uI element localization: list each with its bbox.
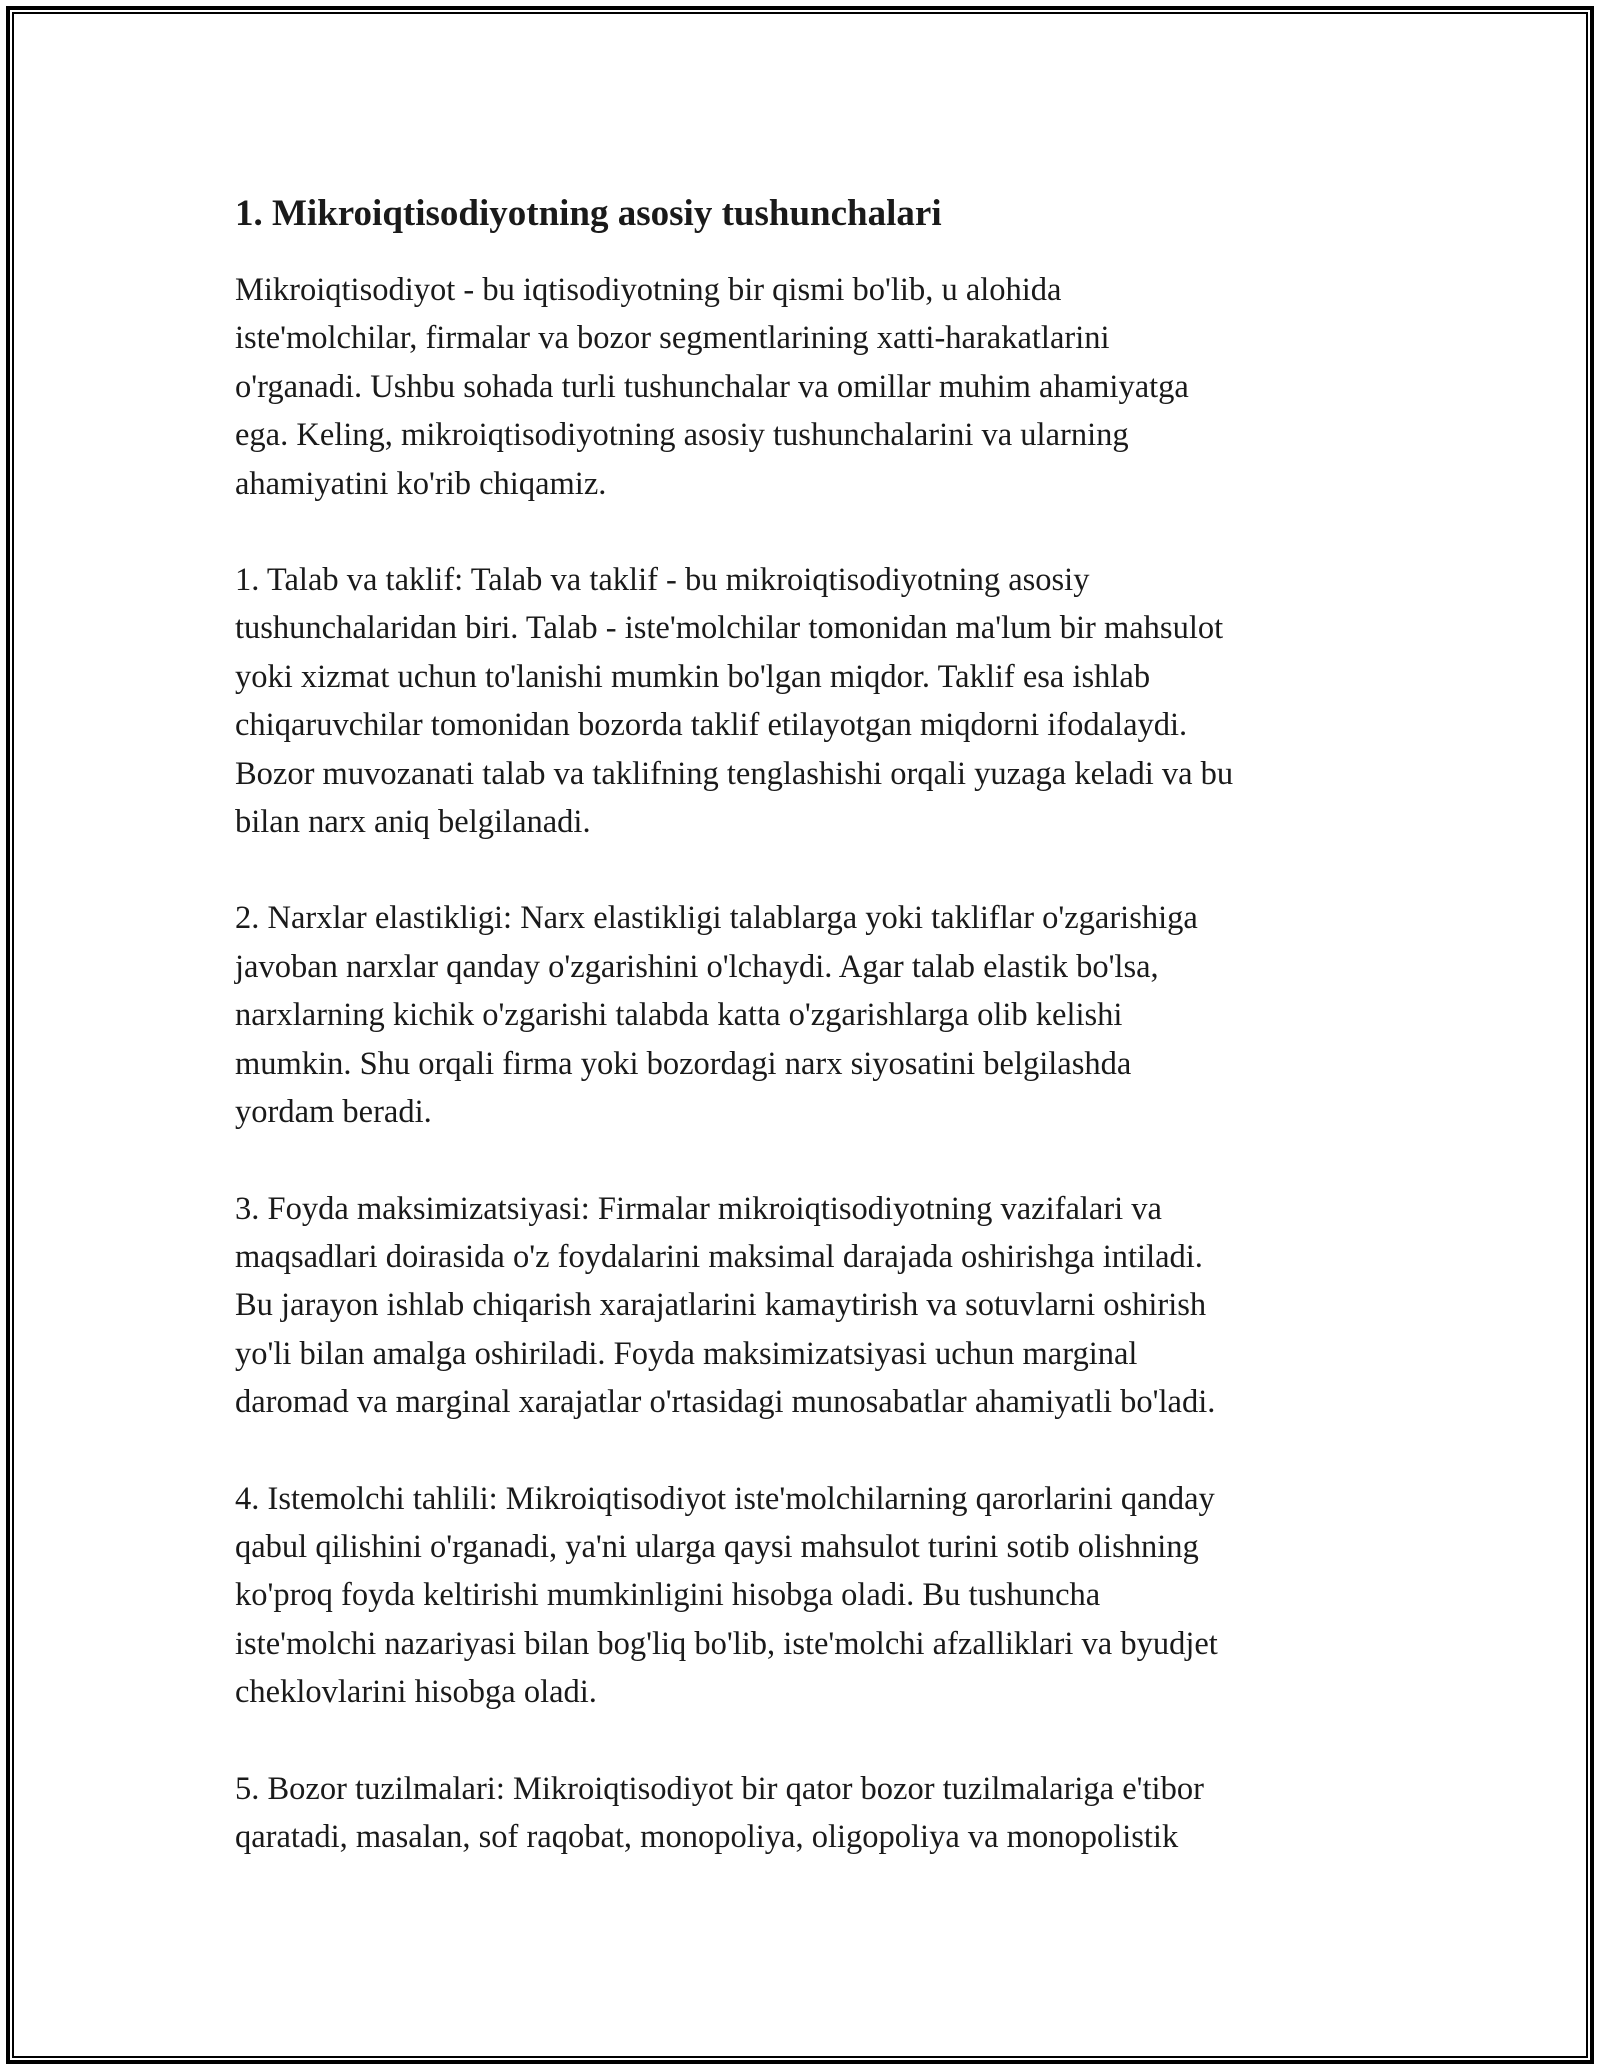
paragraph-intro: Mikroiqtisodiyot - bu iqtisodiyotning bir qismi bo'lib, u alohida iste'molchilar, firmalar va bozor segmentlarining xatti-harakatlarini o'rganadi. Ushbu sohada turli tushunchalar va omillar muhim ahamiyatga ega. Keling, mikroiqtisodiyotning asosiy tushunchalarini va ularning ahamiyatini ko'rib chiqamiz. (235, 272, 1189, 502)
paragraph-supply-demand: 1. Talab va taklif: Talab va taklif - bu mikroiqtisodiyotning asosiy tushunchalaridan biri. Talab - iste'molchilar tomonidan ma'lum bir mahsulot yoki xizmat uchun to'lanishi mumkin bo'lgan miqdor. Taklif esa ishlab chiqaruvchilar tomonidan bozorda taklif etilayotgan miqdorni ifodalaydi. Bozor muvozanati talab va taklifning tenglashishi orqali yuzaga keladi va bu bilan narx aniq belgilanadi. (235, 562, 1234, 841)
paragraph-market-structures: 5. Bozor tuzilmalari: Mikroiqtisodiyot bir qator bozor tuzilmalariga e'tibor qaratadi, masalan, sof raqobat, monopoliya, oligopoliya va monopolistik (235, 1770, 1204, 1855)
paragraph-profit-maximization: 3. Foyda maksimizatsiyasi: Firmalar mikroiqtisodiyotning vazifalari va maqsadlari doirasida o'z foydalarini maksimal darajada oshirishga intiladi. Bu jarayon ishlab chiqarish xarajatlarini kamaytirish va sotuvlarni oshirish yo'li bilan amalga oshiriladi. Foyda maksimizatsiyasi uchun marginal daromad va marginal xarajatlar o'rtasidagi munosabatlar ahamiyatli bo'ladi. (235, 1190, 1216, 1421)
document-title: 1. Mikroiqtisodiyotning asosiy tushunchalari (235, 193, 942, 234)
paragraph-consumer-analysis: 4. Istemolchi tahlili: Mikroiqtisodiyot iste'molchilarning qarorlarini qanday qabul qilishini o'rganadi, ya'ni ularga qaysi mahsulot turini sotib olishning ko'proq foyda keltirishi mumkinligini hisobga oladi. Bu tushuncha iste'molchi nazariyasi bilan bog'liq bo'lib, iste'molchi afzalliklari va byudjet cheklovlarini hisobga oladi. (235, 1480, 1218, 1711)
paragraph-price-elasticity: 2. Narxlar elastikligi: Narx elastikligi talablarga yoki takliflar o'zgarishiga javoban narxlar qanday o'zgarishini o'lchaydi. Agar talab elastik bo'lsa, narxlarning kichik o'zgarishi talabda katta o'zgarishlarga olib kelishi mumkin. Shu orqali firma yoki bozordagi narx siyosatini belgilashda yordam beradi. (235, 900, 1198, 1131)
document-body (235, 186, 1380, 1909)
